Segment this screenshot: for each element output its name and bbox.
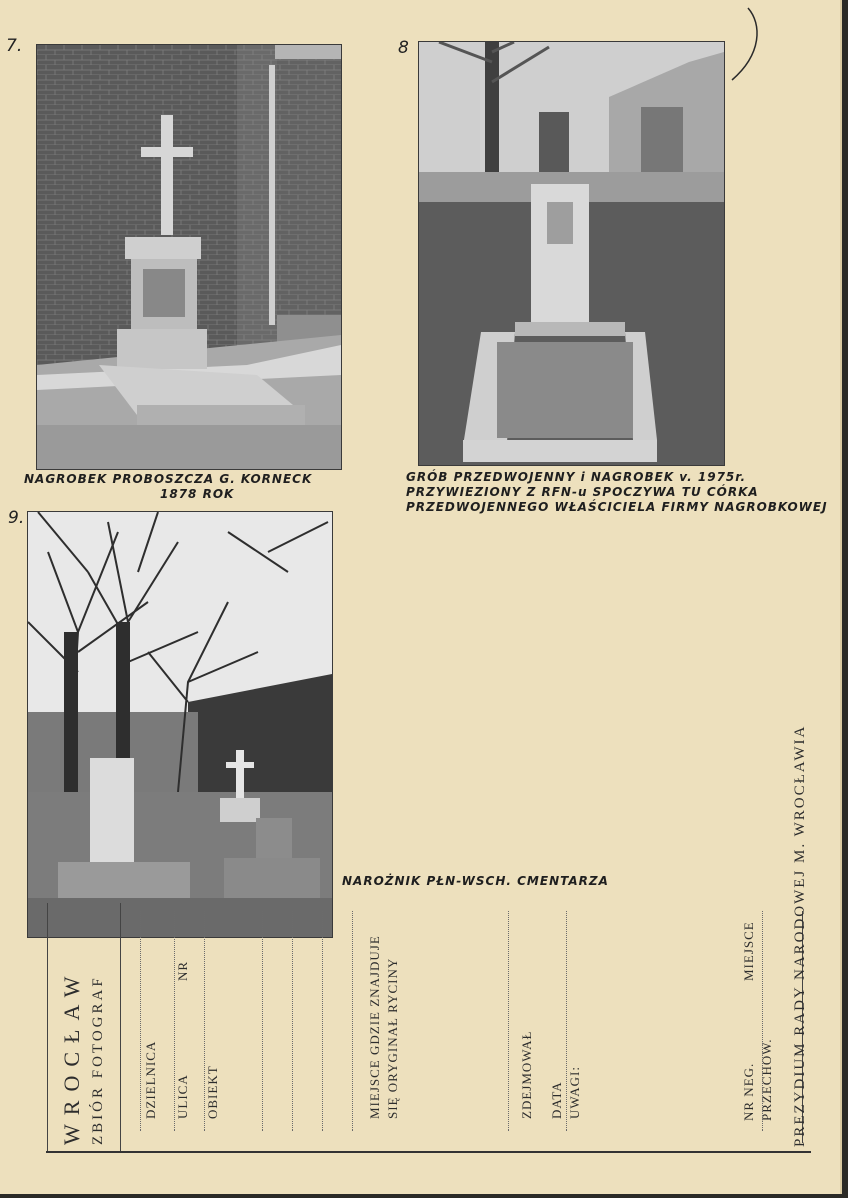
photo-7-image [37, 45, 341, 469]
brand-title: WROCŁAW [59, 967, 84, 1145]
caption-8-line-3: PRZEDWOJENNEGO WŁAŚCICIELA FIRMY NAGROBKOWEJ [406, 500, 828, 514]
caption-photo-8 [406, 470, 828, 515]
field-data: DATA [549, 1081, 564, 1119]
caption-photo-9: NAROŻNIK PŁN-WSCH. CMENTARZA [342, 874, 609, 888]
caption-7-line-1: NAGROBEK PROBOSZCZA G. KORNECK [24, 472, 313, 486]
field-nr-neg: NR NEG. [741, 1062, 756, 1121]
photo-7-grave-of-parish-priest [36, 44, 342, 470]
photo-number-7: 7. [6, 36, 23, 56]
field-ulica: ULICA [175, 1074, 190, 1119]
field-obiekt: OBIEKT [205, 1065, 220, 1119]
rule-obiekt [204, 911, 205, 1131]
photo-number-9: 9. [8, 508, 25, 528]
photo-9-image [28, 512, 332, 937]
rule-miejsce [352, 911, 353, 1131]
form-border-left [47, 903, 48, 1151]
caption-7-line-2: 1878 ROK [160, 487, 235, 501]
rule-blank-1 [322, 911, 323, 1131]
field-zdejmowal: ZDEJMOWAŁ [519, 1030, 534, 1119]
rule-dzielnica [140, 911, 141, 1131]
field-dzielnica: DZIELNICA [143, 1040, 158, 1119]
rule-ulica [174, 911, 175, 1131]
field-miejsce-line-1: MIEJSCE GDZIE ZNAJDUJE [367, 935, 382, 1119]
rule-blank-3 [262, 911, 263, 1131]
brand-divider [120, 903, 121, 1151]
pencil-mark [728, 4, 768, 84]
caption-photo-7 [24, 472, 312, 502]
field-miejsce-line-2: SIĘ ORYGINAŁ RYCINY [385, 957, 400, 1119]
field-przechow: PRZECHOW. [759, 1038, 774, 1121]
field-miejsce: MIEJSCE [741, 921, 756, 981]
photo-8-image [419, 42, 724, 465]
rule-blank-2 [292, 911, 293, 1131]
rule-przechow [762, 911, 763, 1131]
rule-uwagi [566, 911, 567, 1131]
field-uwagi: UWAGI: [567, 1066, 582, 1119]
photo-number-8: 8 [398, 38, 409, 58]
form-header: PREZYDIUM RADY NARODOWEJ M. WROCŁAWIA [792, 724, 808, 1147]
brand-subtitle: ZBIÓR FOTOGRAF [90, 975, 106, 1145]
caption-8-line-2: PRZYWIEZIONY Z RFN-u SPOCZYWA TU CÓRKA [406, 485, 759, 499]
photo-8-prewar-grave-and-tombstone [418, 41, 725, 466]
caption-8-line-1: GRÓB PRZEDWOJENNY i NAGROBEK v. 1975r. [406, 470, 747, 484]
photo-9-cemetery-corner [27, 511, 333, 938]
field-nr: NR [175, 960, 190, 981]
rule-zdejmowal [508, 911, 509, 1131]
